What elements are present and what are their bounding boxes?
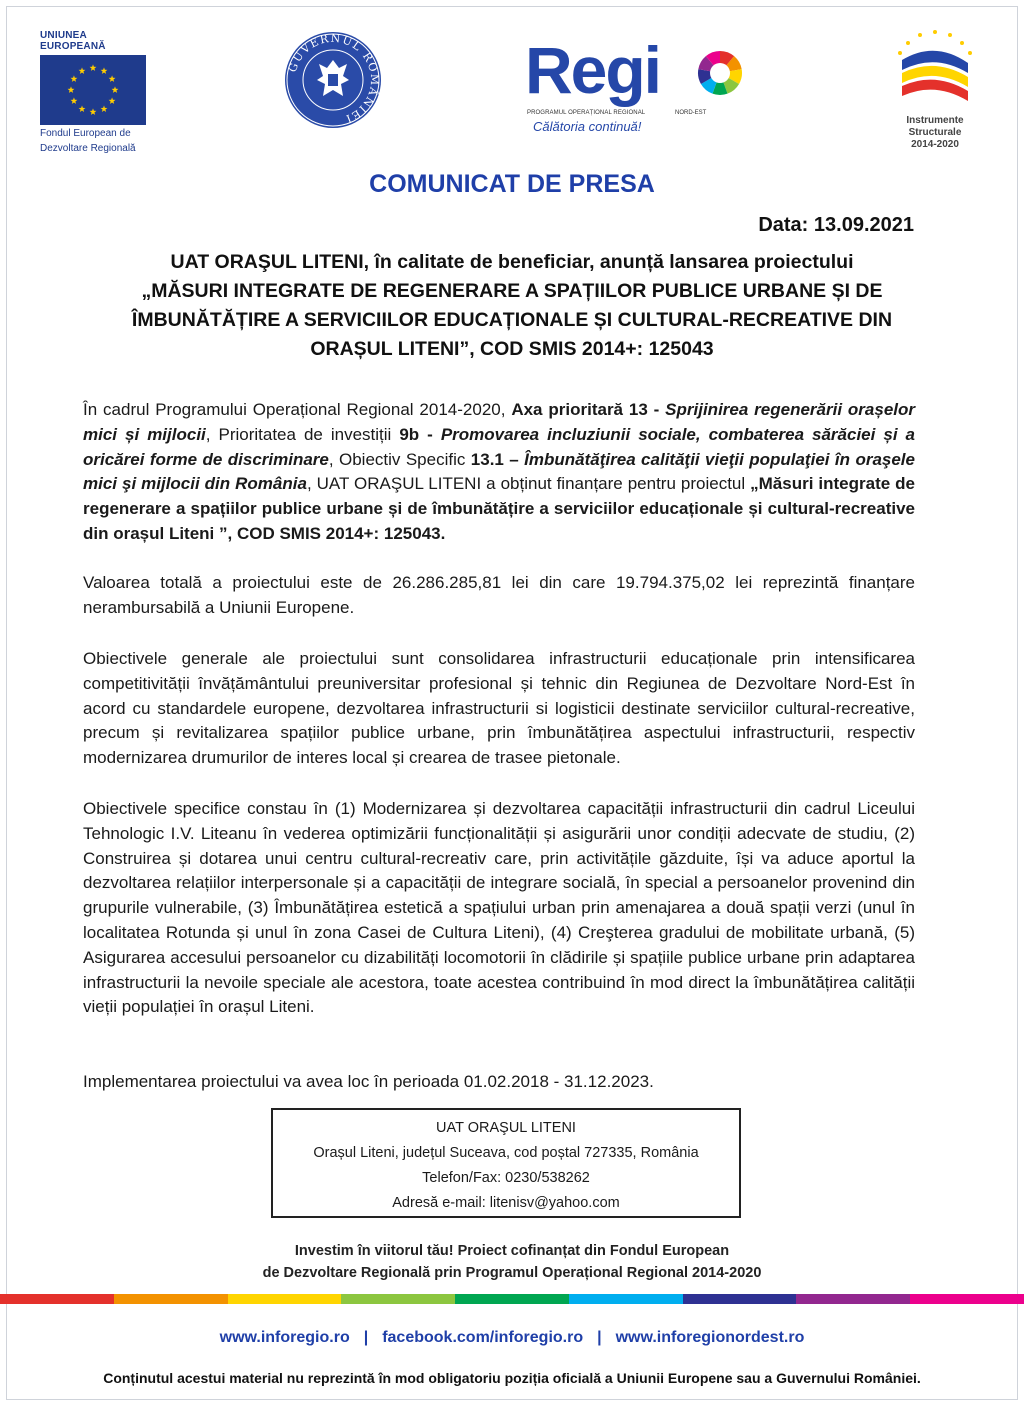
government-seal-icon: [283, 30, 383, 130]
regio-logo-word: Regi: [525, 33, 661, 107]
text-run: , Obiectiv Specific: [328, 449, 471, 469]
link-inforegio[interactable]: www.inforegio.ro: [219, 1329, 350, 1346]
instrumente-structurale-logo: [880, 25, 990, 150]
eu-logo-title: UNIUNEA EUROPEANĂ: [40, 30, 106, 52]
text-run-bold: „Măsuri integrate de regenerare a spațiilor publice urbane și de îmbunătățire a serviciilor educaționale și cultural-recreative din orașul Liteni ”, COD SMIS 2014+: 125043.: [83, 474, 915, 543]
structural-instruments-icon: [880, 25, 990, 115]
headline: [80, 248, 944, 364]
rainbow-segment: [455, 1294, 569, 1304]
document-date: Data: 13.09.2021: [758, 214, 914, 236]
text-run: În cadrul Programului Operațional Regional 2014-2020,: [83, 400, 512, 419]
text-run-bold-italic: Sprijinirea regenerării orașelor mici și mijlocii: [83, 400, 916, 444]
invest-line: Investim în viitorul tău! Proiect cofinanțat din Fondul European: [294, 1243, 730, 1259]
text-run-bold-italic: Îmbunătăţirea calităţii vieţii populaţiei în oraşele mici şi mijlocii din România: [83, 449, 915, 494]
disclaimer: Conținutul acestui material nu reprezintă în mod obligatoriu poziția oficială a Uniunii Europene sau a Guvernului României.: [103, 1370, 921, 1386]
regio-region-text: NORD-EST: [675, 110, 707, 116]
eu-logo: [40, 30, 148, 155]
is-caption-2: 2014-2020: [911, 139, 959, 150]
text-run: , Prioritatea de investiții: [205, 424, 400, 444]
paragraph-specific-objectives: Obiectivele specifice constau în (1) Modernizarea și dezvoltarea capacității infrastructurii din cadrul Liceului Tehnologic I.V. Liteanu în vederea optimizării funcționalității și asigurării unor condiții adecvate de studiu, (2) Construirea și dotarea unui centru cultural-recreativ care, prin activitățile găzduite, își va aduce aportul la dezvoltarea relațiilor interpersonale și a capacității de integrare socială, în special a persoanelor provenind din grupurile vulnerabile, (3) Îmbunătățirea estetică a spațiului urban prin amenajarea a două spații verzi (unul în localitatea Rotunda și unul în zona Casei de Cultura Liteni), (4) Creşterea gradului de mobilitate urbană, (5) Asigurarea accesului persoanelor cu dizabilități locomotorii în clădirile și spațiile publice urbane prin adaptarea infrastructurii la nevoile speciale ale acestora, toate acestea contribuind în mod direct la îmbunătățirea calității vieții populației în orașul Liteni.: [83, 799, 915, 1017]
link-facebook[interactable]: facebook.com/inforegio.ro: [382, 1329, 584, 1346]
contact-name: UAT ORAŞUL LITENI: [436, 1120, 576, 1136]
link-separator: |: [363, 1329, 369, 1346]
headline-line: UAT ORAŞUL LITENI, în calitate de beneficiar, anunță lansarea proiectului: [170, 251, 854, 273]
rainbow-segment: [910, 1294, 1024, 1304]
text-run-bold: Axa prioritară 13 -: [511, 400, 666, 419]
eu-flag-icon: [40, 55, 146, 125]
regio-color-wheel-icon: [697, 50, 743, 96]
headline-line: ÎMBUNĂTĂȚIRE A SERVICIILOR EDUCAȚIONALE ȘI CULTURAL-RECREATIVE DIN: [131, 309, 893, 331]
contact-address: Orașul Liteni, județul Suceava, cod poștal 727335, România: [313, 1145, 699, 1161]
contact-email: Adresă e-mail: litenisv@yahoo.com: [392, 1195, 620, 1211]
regio-logo: [525, 33, 745, 140]
contact-phone: Telefon/Fax: 0230/538262: [422, 1170, 590, 1186]
invest-statement: [0, 1240, 1024, 1284]
rainbow-segment: [796, 1294, 910, 1304]
rainbow-segment: [0, 1294, 114, 1304]
government-seal-text: GUVERNUL ROMÂNIEI: [285, 31, 382, 126]
link-inforegionordest[interactable]: www.inforegionordest.ro: [615, 1329, 805, 1346]
paragraph-implementation-period: Implementarea proiectului va avea loc în perioada 01.02.2018 - 31.12.2023.: [83, 1072, 654, 1091]
headline-line: „MĂSURI INTEGRATE DE REGENERARE A SPAȚIILOR PUBLICE URBANE ȘI DE: [141, 280, 883, 302]
eu-logo-caption-1: Fondul European de: [40, 128, 131, 139]
rainbow-segment: [228, 1294, 342, 1304]
rainbow-divider: [0, 1294, 1024, 1304]
paragraph-value: Valoarea totală a proiectului este de 26.286.285,81 lei din care 19.794.375,02 lei reprezintă finanțare nerambursabilă a Uniunii Europene.: [83, 573, 915, 617]
is-caption-1: Instrumente Structurale: [906, 115, 964, 138]
text-run-bold: 9b -: [399, 424, 441, 444]
link-separator: |: [597, 1329, 602, 1346]
text-run-bold-italic: Promovarea incluziunii sociale, combaterea sărăciei și a oricărei forme de discriminare: [83, 424, 915, 469]
paragraph-general-objectives: Obiectivele generale ale proiectului sunt consolidarea infrastructurii educaționale prin intensificarea competitivității învățământului preuniversitar profesional și tehnic din Regiunea de Dezvoltare Nord-Est în acord cu standardele europene, dezvoltarea infrastructurii si logisticii destinate serviciilor cultural-recreative, precum și revitalizarea spațiilor publice urbane, prin îmbunătățirea aspectului infrastructurii, respectiv modernizarea drumurilor de interes local și crearea de trasee pietonale.: [83, 649, 915, 768]
invest-line: de Dezvoltare Regională prin Programul Operațional Regional 2014-2020: [262, 1265, 762, 1281]
document-title: COMUNICAT DE PRESA: [369, 170, 655, 198]
eu-logo-caption-2: Dezvoltare Regională: [40, 143, 136, 154]
paragraph-program: [83, 398, 915, 547]
rainbow-segment: [114, 1294, 228, 1304]
rainbow-segment: [569, 1294, 683, 1304]
regio-tagline: Călătoria continuă!: [533, 119, 642, 134]
government-logo: [283, 30, 383, 130]
contact-box: [271, 1108, 741, 1218]
rainbow-segment: [341, 1294, 455, 1304]
regio-program-text: PROGRAMUL OPERAȚIONAL REGIONAL: [527, 110, 646, 116]
text-run-bold: 13.1 –: [470, 449, 525, 469]
footer-links: [0, 1329, 1024, 1347]
headline-line: ORAȘUL LITENI”, COD SMIS 2014+: 125043: [310, 338, 714, 360]
text-run: , UAT ORAŞUL LITENI a obținut finanțare pentru proiectul: [306, 474, 751, 494]
rainbow-segment: [683, 1294, 797, 1304]
